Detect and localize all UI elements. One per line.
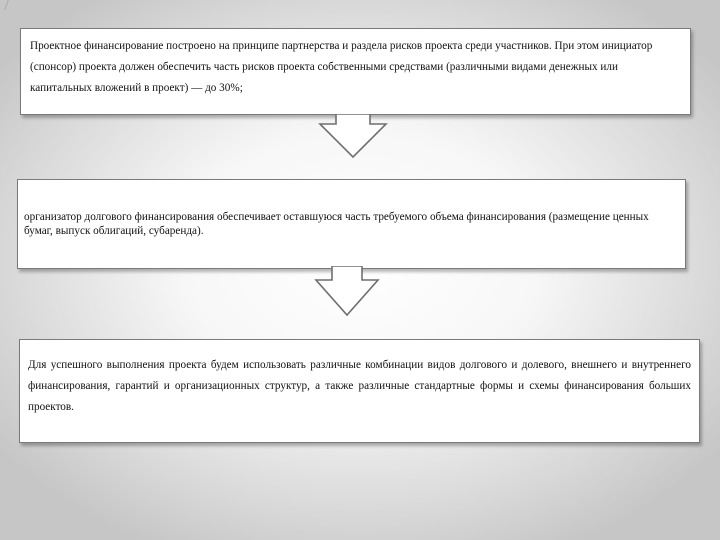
step-box-2	[17, 179, 686, 269]
step-text-3: Для успешного выполнения проекта будем использовать различные комбинации видов долгового и долевого, внешнего и внутреннего финансирования, гарантий и организационных структур, а также различные стандартные формы и схемы финансирования больших проектов.	[28, 359, 691, 413]
corner-decoration	[0, 0, 9, 10]
step-text-1: Проектное финансирование построено на принципе партнерства и раздела рисков проекта среди участников. При этом инициатор (спонсор) проекта должен обеспечить часть рисков проекта собственными средствами (различными видами денежных или капитальных вложений в проект) — до 30%;	[30, 40, 653, 94]
step-box-3	[19, 339, 700, 443]
step-text-2: организатор долгового финансирования обеспечивает оставшуюся часть требуемого объема финансирования (размещение ценных бумаг, выпуск облигаций, субаренда).	[24, 211, 649, 237]
step-box-1	[20, 28, 691, 115]
down-arrow-icon	[318, 114, 388, 160]
down-arrow-icon	[312, 266, 382, 318]
